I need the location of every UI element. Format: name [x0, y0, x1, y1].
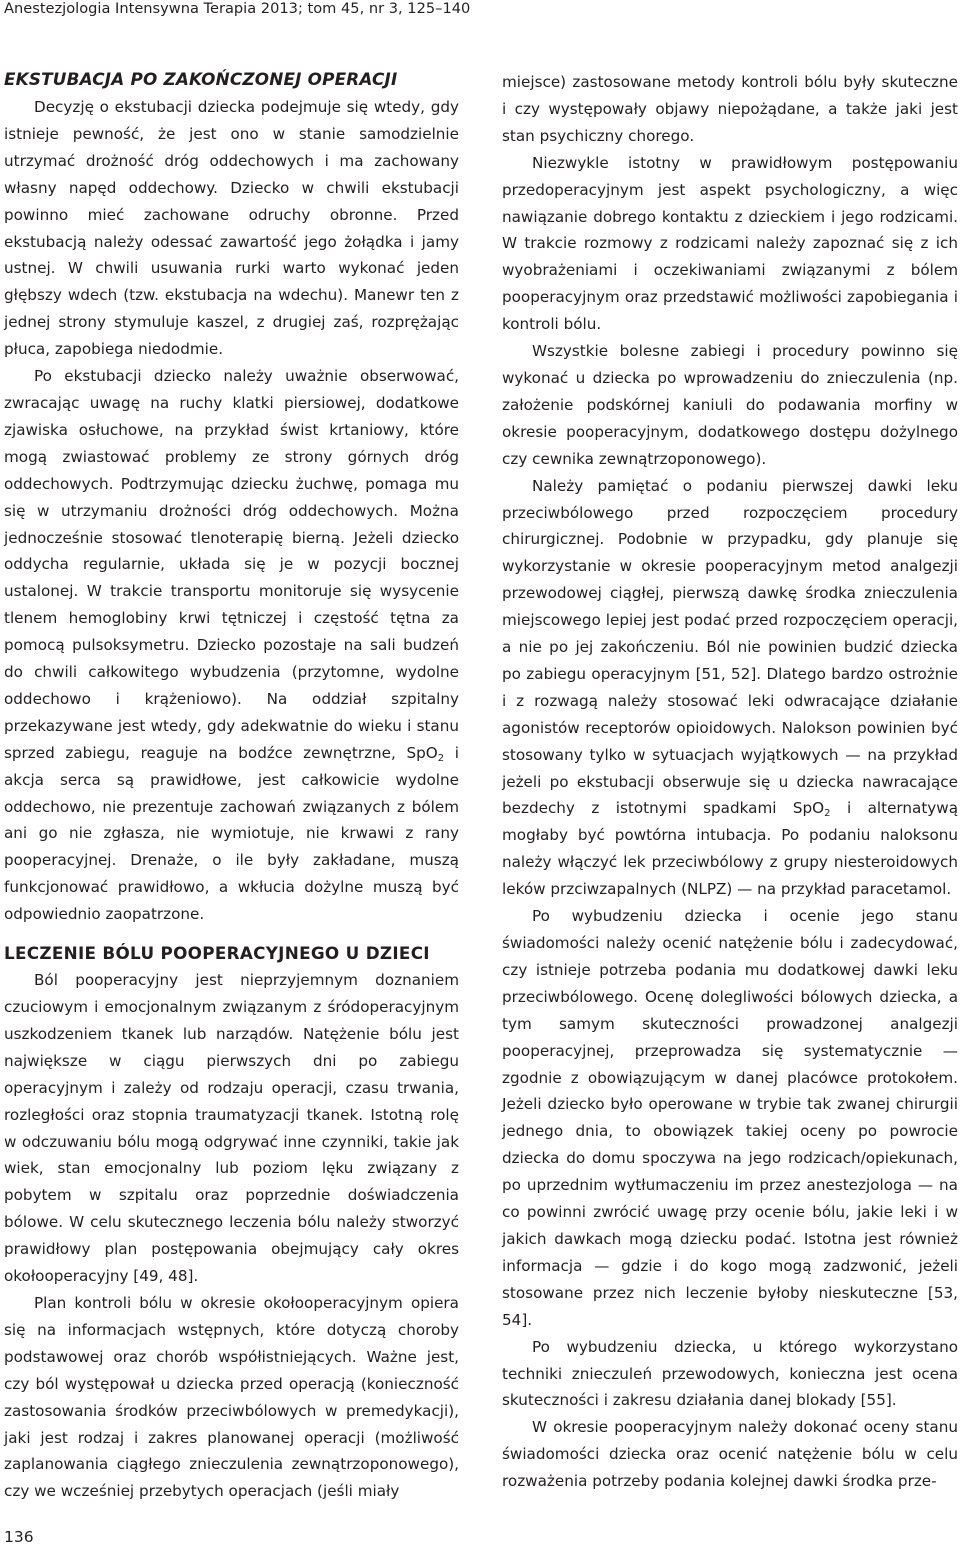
- paragraph: Po wybudzeniu dziecka i ocenie jego stanu świadomości należy ocenić natężenie bólu i zadecydować, czy istnieje potrzeba podania mu dodatkowej dawki leku przeciwbólowego. Ocenę dolegliwości bólowych dziecka, a tym samym skuteczności prowadzonej analgezji pooperacyjnej, przeprowadza się systematycznie — zgodnie z obowiązującym w danej placówce protokołem. Jeżeli dziecko było operowane w trybie tak zwanej chirurgii jednego dnia, to obowiązek takiej oceny po powrocie dziecka do domu spoczywa na jego rodzicach/opiekunach, po uprzednim wytłumaczeniu im przez anestezjologa — na co powinni zwrócić uwagę przy ocenie bólu, jakie leki i w jakich dawkach mogą dziecku podać. Istotna jest również informacja — gdzie i do kogo mogą zadzwonić, jeżeli stosowane przez nich leczenie byłoby nieskuteczne [53, 54].: [502, 907, 958, 1329]
- subscript: 2: [437, 752, 445, 764]
- paragraph: Ból pooperacyjny jest nieprzyjemnym doznaniem czuciowym i emocjonalnym związanym z śródoperacyjnym uszkodzeniem tkanek lub narządów. Natężenie bólu jest największe w ciągu pierwszych dni po zabiegu operacyjnym i zależy od rodzaju operacji, czasu trwania, rozległości oraz stopnia traumatyzacji tkanek. Istotną rolę w odczuwaniu bólu mogą odgrywać inne czynniki, takie jak wiek, stan emocjonalny lub poziom lęku związany z pobytem w szpitalu oraz poprzednie doświadczenia bólowe. W celu skutecznego leczenia bólu należy stworzyć prawidłowy plan postępowania obejmujący cały okres okołooperacyjny [49, 48].: [4, 971, 459, 1286]
- paragraph: Decyzję o ekstubacji dziecka podejmuje się wtedy, gdy istnieje pewność, że jest ono w stanie samodzielnie utrzymać drożność dróg oddechowych i ma zachowany własny napęd oddechowy. Dziecko w chwili ekstubacji powinno mieć zachowane odruchy obronne. Przed ekstubacją należy odessać zawartość jego żołądka i jamy ustnej. W chwili usuwania rurki warto wykonać jeden głębszy wdech (tzw. ekstubacja na wdechu). Manewr ten z jednej strony stymuluje kaszel, z drugiej zaś, rozprężając płuca, zapobiega niedodmie.: [4, 98, 459, 359]
- paragraph-text: i alternatywą mogłaby być powtórna intubacja. Po podaniu naloksonu należy włączyć lek przeciwbólowy z grupy niesteroidowych leków przciwzapalnych (NLPZ) — na przykład paracetamol.: [502, 799, 958, 899]
- section-heading-pain-treatment: LECZENIE BÓLU POOPERACYJNEGO U DZIECI: [4, 943, 430, 964]
- right-column: [502, 69, 958, 1495]
- paragraph: miejsce) zastosowane metody kontroli bólu były skuteczne i czy występowały objawy niepożądane, a także jaki jest stan psychiczny chorego.: [502, 73, 958, 145]
- paragraph: [4, 363, 459, 928]
- section-heading-extubation: EKSTUBACJA PO ZAKOŃCZONEJ OPERACJI: [4, 69, 398, 89]
- paragraph: [502, 473, 958, 904]
- left-column: [4, 68, 459, 1505]
- paragraph: Plan kontroli bólu w okresie okołooperacyjnym opiera się na informacjach wstępnych, które dotyczą choroby podstawowej oraz chorób współistniejących. Ważne jest, czy ból występował u dziecka przed operacją (konieczność zastosowania środków przeciwbólowych w premedykacji), jaki jest rodzaj i zakres planowanej operacji (możliwość zaplanowania ciągłego znieczulenia zewnątrzoponowego), czy we wcześniej przebytych operacjach (jeśli miały: [4, 1293, 459, 1501]
- paragraph: Wszystkie bolesne zabiegi i procedury powinno się wykonać u dziecka po wprowadzeniu do znieczulenia (np. założenie podskórnej kaniuli do podawania morfiny w okresie pooperacyjnym, dodatkowego dostępu dożylnego czy cewnika zewnątrzoponowego).: [502, 342, 958, 468]
- paragraph-text: i akcja serca są prawidłowe, jest całkowicie wydolne oddechowo, nie prezentuje zachowań związanych z bólem ani go nie zgłasza, nie wymiotuje, nie krwawi z rany pooperacyjnej. Drenaże, o ile były zakładane, muszą funkcjonować prawidłowo, a wkłucia dożylne muszą być odpowiednio zaopatrzone.: [4, 743, 459, 924]
- journal-header: Anestezjologia Intensywna Terapia 2013; tom 45, nr 3, 125–140: [4, 0, 471, 17]
- paragraph: W okresie pooperacyjnym należy dokonać oceny stanu świadomości dziecka oraz ocenić natężenie bólu w celu rozważenia potrzeby podania kolejnej dawki środka prze-: [502, 1418, 958, 1491]
- page-number: 136: [4, 1528, 34, 1546]
- paragraph: Niezwykle istotny w prawidłowym postępowaniu przedoperacyjnym jest aspekt psychologiczny, a więc nawiązanie dobrego kontaktu z dzieckiem i jego rodzicami. W trakcie rozmowy z rodzicami należy zapoznać się z ich wyobrażeniami i oczekiwaniami związanymi z bólem pooperacyjnym oraz przedstawić możliwości zapobiegania i kontroli bólu.: [502, 153, 958, 334]
- subscript: 2: [824, 808, 831, 820]
- paragraph: Po wybudzeniu dziecka, u którego wykorzystano techniki znieczuleń przewodowych, konieczna jest ocena skuteczności i zakresu działania danej blokady [55].: [502, 1337, 958, 1410]
- paragraph-text: Należy pamiętać o podaniu pierwszej dawki leku przeciwbólowego przed rozpoczęciem procedury chirurgicznej. Podobnie w przypadku, gdy planuje się wykorzystanie w okresie pooperacyjnym metod analgezji przewodowej ciągłej, pierwszą dawkę środka znieczulenia miejscowego lepiej jest podać przed rozpoczęciem operacji, a nie po jej zakończeniu. Ból nie powinien budzić dziecka po zabiegu operacyjnym [51, 52]. Dlatego bardzo ostrożnie i z rozwagą należy stosować leki odwracające działanie agonistów receptorów opioidowych. Nalokson powinien być stosowany tylko w sytuacjach wyjątkowych — na przykład jeżeli po ekstubacji obserwuje się u dziecka nawracające bezdechy z istotnymi spadkami SpO: [502, 476, 958, 818]
- paragraph-text: Po ekstubacji dziecko należy uważnie obserwować, zwracając uwagę na ruchy klatki piersiowej, dodatkowe zjawiska osłuchowe, na przykład świst krtaniowy, które mogą zwiastować problemy ze strony górnych dróg oddechowych. Podtrzymując dziecku żuchwę, pomaga mu się w utrzymaniu drożności dróg oddechowych. Można jednocześnie stosować tlenoterapię bierną. Jeżeli dziecko oddycha regularnie, układa się je w pozycji bocznej ustalonej. W trakcie transportu monitoruje się wysycenie tlenem hemoglobiny krwi tętniczej i częstość tętna za pomocą pulsoksymetru. Dziecko pozostaje na sali budzeń do chwili całkowitego wybudzenia (przytomne, wydolne oddechowo i krążeniowo). Na oddział szpitalny przekazywane jest wtedy, gdy adekwatnie do wieku i stanu sprzed zabiegu, reaguje na bodźce zewnętrzne, SpO: [4, 367, 459, 762]
